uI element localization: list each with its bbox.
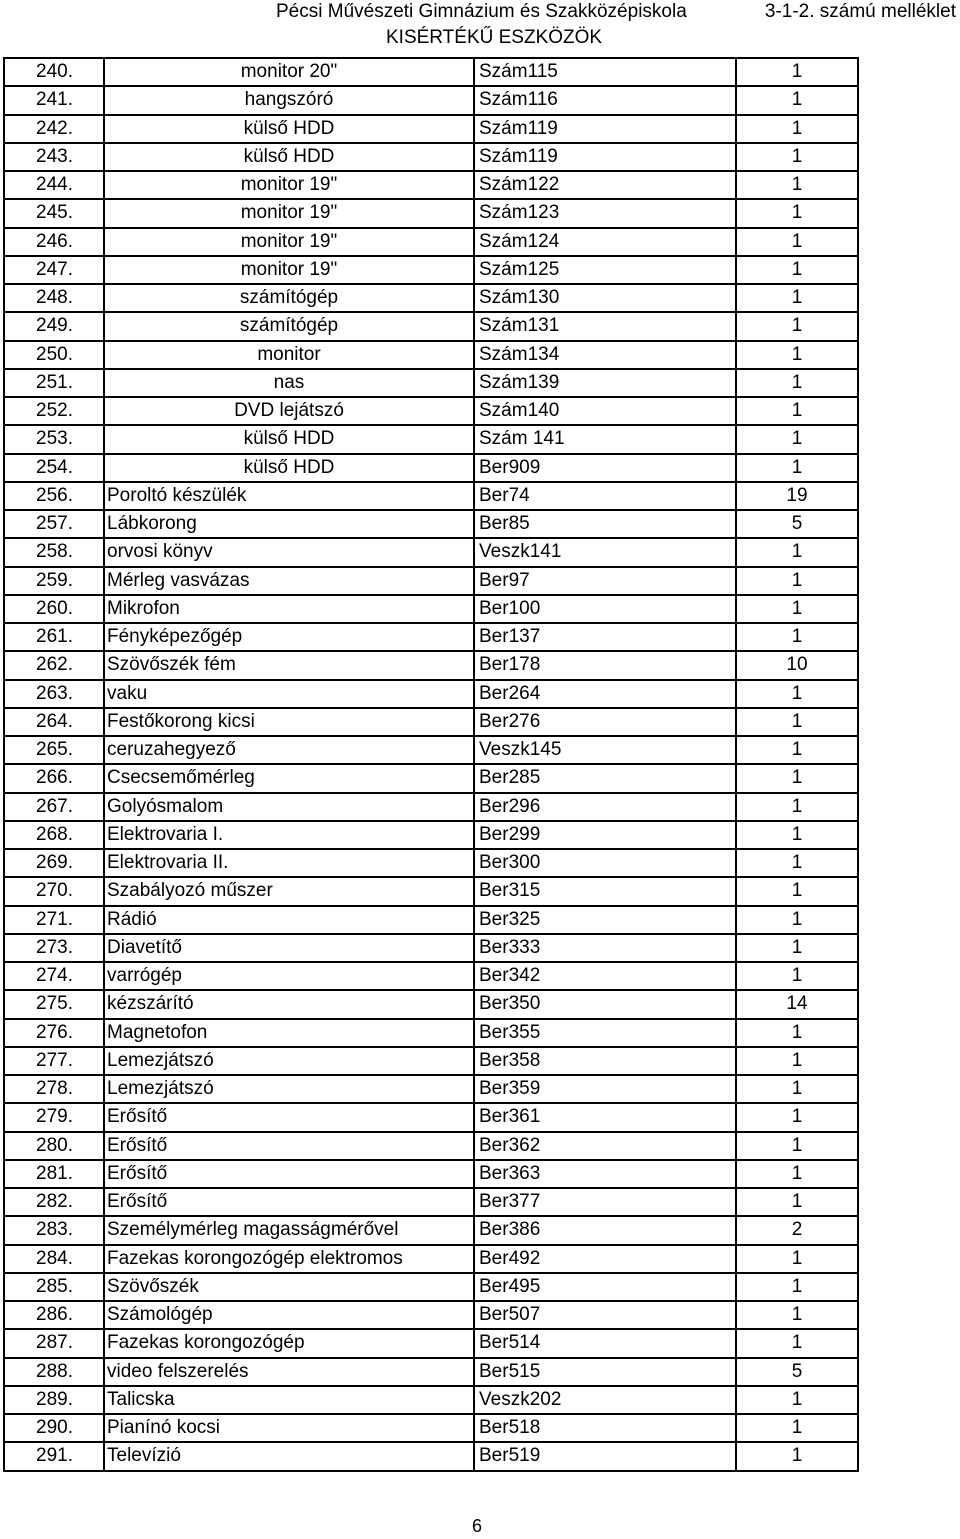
quantity-cell: 1 [736, 567, 858, 595]
item-code-cell: Ber909 [474, 454, 736, 482]
row-number-cell: 285. [4, 1273, 104, 1301]
row-number-cell: 269. [4, 849, 104, 877]
item-name-cell: külső HDD [104, 143, 474, 171]
quantity-cell: 1 [736, 906, 858, 934]
table-row [4, 962, 858, 990]
item-code-cell: Ber315 [474, 877, 736, 905]
item-name-cell: Erősítő [104, 1188, 474, 1216]
item-code-cell: Szám115 [474, 58, 736, 86]
item-name-cell: monitor 19" [104, 256, 474, 284]
item-code-cell: Ber137 [474, 623, 736, 651]
quantity-cell: 1 [736, 284, 858, 312]
item-name-cell: Fazekas korongozógép elektromos [104, 1245, 474, 1273]
item-name-cell: Erősítő [104, 1132, 474, 1160]
item-name-cell: Televízió [104, 1442, 474, 1470]
item-code-cell: Ber519 [474, 1442, 736, 1470]
item-name-cell: nas [104, 369, 474, 397]
quantity-cell: 1 [736, 736, 858, 764]
row-number-cell: 266. [4, 764, 104, 792]
row-number-cell: 248. [4, 284, 104, 312]
quantity-cell: 1 [736, 115, 858, 143]
quantity-cell: 1 [736, 1103, 858, 1131]
item-code-cell: Ber495 [474, 1273, 736, 1301]
row-number-cell: 244. [4, 171, 104, 199]
item-name-cell: Lemezjátszó [104, 1075, 474, 1103]
item-code-cell: Ber386 [474, 1216, 736, 1244]
quantity-cell: 1 [736, 849, 858, 877]
table-row [4, 256, 858, 284]
row-number-cell: 284. [4, 1245, 104, 1273]
item-name-cell: varrógép [104, 962, 474, 990]
item-name-cell: számítógép [104, 312, 474, 340]
item-code-cell: Ber85 [474, 510, 736, 538]
item-name-cell: külső HDD [104, 425, 474, 453]
table-row [4, 1273, 858, 1301]
table-row [4, 284, 858, 312]
item-name-cell: Golyósmalom [104, 793, 474, 821]
table-row [4, 482, 858, 510]
table-row [4, 708, 858, 736]
row-number-cell: 250. [4, 341, 104, 369]
quantity-cell: 1 [736, 1075, 858, 1103]
table-row [4, 623, 858, 651]
quantity-cell: 1 [736, 425, 858, 453]
item-name-cell: monitor 20" [104, 58, 474, 86]
quantity-cell: 14 [736, 990, 858, 1018]
quantity-cell: 1 [736, 538, 858, 566]
item-name-cell: monitor [104, 341, 474, 369]
item-name-cell: Poroltó készülék [104, 482, 474, 510]
item-code-cell: Szám131 [474, 312, 736, 340]
row-number-cell: 267. [4, 793, 104, 821]
table-row [4, 1019, 858, 1047]
table-row [4, 651, 858, 679]
item-code-cell: Szám124 [474, 228, 736, 256]
row-number-cell: 242. [4, 115, 104, 143]
item-name-cell: video felszerelés [104, 1358, 474, 1386]
table-row [4, 1103, 858, 1131]
item-code-cell: Ber515 [474, 1358, 736, 1386]
item-name-cell: Erősítő [104, 1160, 474, 1188]
row-number-cell: 264. [4, 708, 104, 736]
item-code-cell: Szám130 [474, 284, 736, 312]
quantity-cell: 1 [736, 877, 858, 905]
item-code-cell: Ber363 [474, 1160, 736, 1188]
item-code-cell: Ber514 [474, 1329, 736, 1357]
row-number-cell: 288. [4, 1358, 104, 1386]
table-row [4, 1047, 858, 1075]
quantity-cell: 1 [736, 171, 858, 199]
row-number-cell: 249. [4, 312, 104, 340]
item-code-cell: Ber264 [474, 680, 736, 708]
row-number-cell: 247. [4, 256, 104, 284]
item-code-cell: Veszk145 [474, 736, 736, 764]
item-code-cell: Szám123 [474, 199, 736, 227]
row-number-cell: 243. [4, 143, 104, 171]
row-number-cell: 261. [4, 623, 104, 651]
page-number: 6 [472, 1516, 483, 1536]
item-code-cell: Veszk141 [474, 538, 736, 566]
item-name-cell: Talicska [104, 1386, 474, 1414]
row-number-cell: 260. [4, 595, 104, 623]
item-code-cell: Ber276 [474, 708, 736, 736]
row-number-cell: 282. [4, 1188, 104, 1216]
row-number-cell: 268. [4, 821, 104, 849]
quantity-cell: 1 [736, 793, 858, 821]
item-name-cell: Festőkorong kicsi [104, 708, 474, 736]
quantity-cell: 1 [736, 1245, 858, 1273]
item-name-cell: Szövőszék fém [104, 651, 474, 679]
quantity-cell: 1 [736, 1414, 858, 1442]
row-number-cell: 279. [4, 1103, 104, 1131]
item-name-cell: Szabályozó műszer [104, 877, 474, 905]
table-row [4, 1414, 858, 1442]
table-row [4, 369, 858, 397]
row-number-cell: 275. [4, 990, 104, 1018]
item-name-cell: Fényképezőgép [104, 623, 474, 651]
table-row [4, 1188, 858, 1216]
table-row [4, 1329, 858, 1357]
item-name-cell: Erősítő [104, 1103, 474, 1131]
item-name-cell: Csecsemőmérleg [104, 764, 474, 792]
quantity-cell: 1 [736, 680, 858, 708]
quantity-cell: 10 [736, 651, 858, 679]
row-number-cell: 254. [4, 454, 104, 482]
item-name-cell: monitor 19" [104, 199, 474, 227]
quantity-cell: 1 [736, 821, 858, 849]
row-number-cell: 245. [4, 199, 104, 227]
quantity-cell: 1 [736, 1019, 858, 1047]
quantity-cell: 1 [736, 58, 858, 86]
row-number-cell: 270. [4, 877, 104, 905]
item-code-cell: Szám140 [474, 397, 736, 425]
quantity-cell: 1 [736, 143, 858, 171]
item-name-cell: kézszárító [104, 990, 474, 1018]
row-number-cell: 291. [4, 1442, 104, 1470]
table-row [4, 58, 858, 86]
table-row [4, 1245, 858, 1273]
item-code-cell: Szám119 [474, 115, 736, 143]
table-row [4, 1160, 858, 1188]
quantity-cell: 1 [736, 1047, 858, 1075]
table-row [4, 680, 858, 708]
annex-label: 3-1-2. számú melléklet [764, 1, 956, 22]
item-code-cell: Szám116 [474, 86, 736, 114]
item-code-cell: Ber97 [474, 567, 736, 595]
item-name-cell: Diavetítő [104, 934, 474, 962]
item-code-cell: Ber507 [474, 1301, 736, 1329]
quantity-cell: 1 [736, 312, 858, 340]
quantity-cell: 1 [736, 934, 858, 962]
document-title: KISÉRTÉKŰ ESZKÖZÖK [386, 27, 603, 48]
quantity-cell: 1 [736, 1386, 858, 1414]
item-name-cell: Lábkorong [104, 510, 474, 538]
quantity-cell: 1 [736, 595, 858, 623]
item-name-cell: hangszóró [104, 86, 474, 114]
item-code-cell: Ber358 [474, 1047, 736, 1075]
item-code-cell: Szám139 [474, 369, 736, 397]
table-row [4, 793, 858, 821]
item-code-cell: Ber492 [474, 1245, 736, 1273]
item-name-cell: Rádió [104, 906, 474, 934]
row-number-cell: 290. [4, 1414, 104, 1442]
quantity-cell: 1 [736, 764, 858, 792]
table-row [4, 341, 858, 369]
table-row [4, 425, 858, 453]
row-number-cell: 252. [4, 397, 104, 425]
item-name-cell: Számológép [104, 1301, 474, 1329]
table-row [4, 171, 858, 199]
item-name-cell: külső HDD [104, 454, 474, 482]
row-number-cell: 259. [4, 567, 104, 595]
item-code-cell: Ber355 [474, 1019, 736, 1047]
quantity-cell: 1 [736, 397, 858, 425]
item-code-cell: Szám 141 [474, 425, 736, 453]
item-code-cell: Ber296 [474, 793, 736, 821]
row-number-cell: 246. [4, 228, 104, 256]
quantity-cell: 1 [736, 454, 858, 482]
table-row [4, 228, 858, 256]
item-name-cell: Elektrovaria II. [104, 849, 474, 877]
table-row [4, 510, 858, 538]
table-row [4, 849, 858, 877]
item-code-cell: Ber100 [474, 595, 736, 623]
table-row [4, 934, 858, 962]
item-code-cell: Ber333 [474, 934, 736, 962]
quantity-cell: 1 [736, 1301, 858, 1329]
quantity-cell: 1 [736, 199, 858, 227]
item-name-cell: monitor 19" [104, 228, 474, 256]
row-number-cell: 289. [4, 1386, 104, 1414]
item-name-cell: DVD lejátszó [104, 397, 474, 425]
table-row [4, 736, 858, 764]
table-row [4, 1358, 858, 1386]
table-row [4, 764, 858, 792]
quantity-cell: 1 [736, 1132, 858, 1160]
row-number-cell: 286. [4, 1301, 104, 1329]
item-name-cell: Elektrovaria I. [104, 821, 474, 849]
item-name-cell: külső HDD [104, 115, 474, 143]
row-number-cell: 258. [4, 538, 104, 566]
table-row [4, 115, 858, 143]
item-name-cell: Fazekas korongozógép [104, 1329, 474, 1357]
inventory-table-body [4, 58, 858, 1471]
quantity-cell: 1 [736, 369, 858, 397]
quantity-cell: 1 [736, 1442, 858, 1470]
row-number-cell: 251. [4, 369, 104, 397]
item-code-cell: Ber342 [474, 962, 736, 990]
table-row [4, 567, 858, 595]
table-row [4, 990, 858, 1018]
quantity-cell: 1 [736, 256, 858, 284]
row-number-cell: 273. [4, 934, 104, 962]
item-name-cell: vaku [104, 680, 474, 708]
table-row [4, 877, 858, 905]
item-name-cell: Mérleg vasvázas [104, 567, 474, 595]
item-name-cell: ceruzahegyező [104, 736, 474, 764]
item-code-cell: Ber359 [474, 1075, 736, 1103]
item-name-cell: Magnetofon [104, 1019, 474, 1047]
item-code-cell: Ber361 [474, 1103, 736, 1131]
table-row [4, 312, 858, 340]
item-code-cell: Ber518 [474, 1414, 736, 1442]
table-row [4, 595, 858, 623]
item-code-cell: Ber350 [474, 990, 736, 1018]
quantity-cell: 19 [736, 482, 858, 510]
item-code-cell: Ber285 [474, 764, 736, 792]
quantity-cell: 1 [736, 1188, 858, 1216]
row-number-cell: 277. [4, 1047, 104, 1075]
table-row [4, 821, 858, 849]
item-name-cell: Személymérleg magasságmérővel [104, 1216, 474, 1244]
table-row [4, 1301, 858, 1329]
table-row [4, 538, 858, 566]
row-number-cell: 271. [4, 906, 104, 934]
quantity-cell: 1 [736, 228, 858, 256]
table-row [4, 1075, 858, 1103]
quantity-cell: 1 [736, 1160, 858, 1188]
row-number-cell: 276. [4, 1019, 104, 1047]
inventory-table [3, 57, 859, 1472]
item-name-cell: Pianínó kocsi [104, 1414, 474, 1442]
quantity-cell: 1 [736, 708, 858, 736]
table-row [4, 1216, 858, 1244]
item-name-cell: monitor 19" [104, 171, 474, 199]
row-number-cell: 287. [4, 1329, 104, 1357]
table-row [4, 1386, 858, 1414]
row-number-cell: 256. [4, 482, 104, 510]
quantity-cell: 1 [736, 86, 858, 114]
quantity-cell: 2 [736, 1216, 858, 1244]
table-row [4, 86, 858, 114]
item-name-cell: számítógép [104, 284, 474, 312]
table-row [4, 397, 858, 425]
quantity-cell: 5 [736, 1358, 858, 1386]
table-row [4, 454, 858, 482]
quantity-cell: 1 [736, 623, 858, 651]
item-name-cell: Mikrofon [104, 595, 474, 623]
row-number-cell: 253. [4, 425, 104, 453]
row-number-cell: 241. [4, 86, 104, 114]
table-row [4, 1132, 858, 1160]
item-code-cell: Szám134 [474, 341, 736, 369]
row-number-cell: 265. [4, 736, 104, 764]
quantity-cell: 1 [736, 341, 858, 369]
item-code-cell: Ber325 [474, 906, 736, 934]
item-code-cell: Ber74 [474, 482, 736, 510]
quantity-cell: 1 [736, 962, 858, 990]
table-row [4, 906, 858, 934]
row-number-cell: 281. [4, 1160, 104, 1188]
school-name: Pécsi Művészeti Gimnázium és Szakközépiskola [276, 1, 687, 22]
item-code-cell: Ber299 [474, 821, 736, 849]
row-number-cell: 280. [4, 1132, 104, 1160]
item-name-cell: Szövőszék [104, 1273, 474, 1301]
row-number-cell: 262. [4, 651, 104, 679]
row-number-cell: 283. [4, 1216, 104, 1244]
table-row [4, 143, 858, 171]
row-number-cell: 278. [4, 1075, 104, 1103]
item-code-cell: Veszk202 [474, 1386, 736, 1414]
item-name-cell: orvosi könyv [104, 538, 474, 566]
quantity-cell: 5 [736, 510, 858, 538]
item-code-cell: Ber178 [474, 651, 736, 679]
quantity-cell: 1 [736, 1273, 858, 1301]
item-name-cell: Lemezjátszó [104, 1047, 474, 1075]
row-number-cell: 274. [4, 962, 104, 990]
item-code-cell: Szám119 [474, 143, 736, 171]
item-code-cell: Ber362 [474, 1132, 736, 1160]
item-code-cell: Ber377 [474, 1188, 736, 1216]
table-row [4, 199, 858, 227]
quantity-cell: 1 [736, 1329, 858, 1357]
row-number-cell: 240. [4, 58, 104, 86]
item-code-cell: Szám122 [474, 171, 736, 199]
item-code-cell: Szám125 [474, 256, 736, 284]
row-number-cell: 263. [4, 680, 104, 708]
item-code-cell: Ber300 [474, 849, 736, 877]
row-number-cell: 257. [4, 510, 104, 538]
table-row [4, 1442, 858, 1470]
